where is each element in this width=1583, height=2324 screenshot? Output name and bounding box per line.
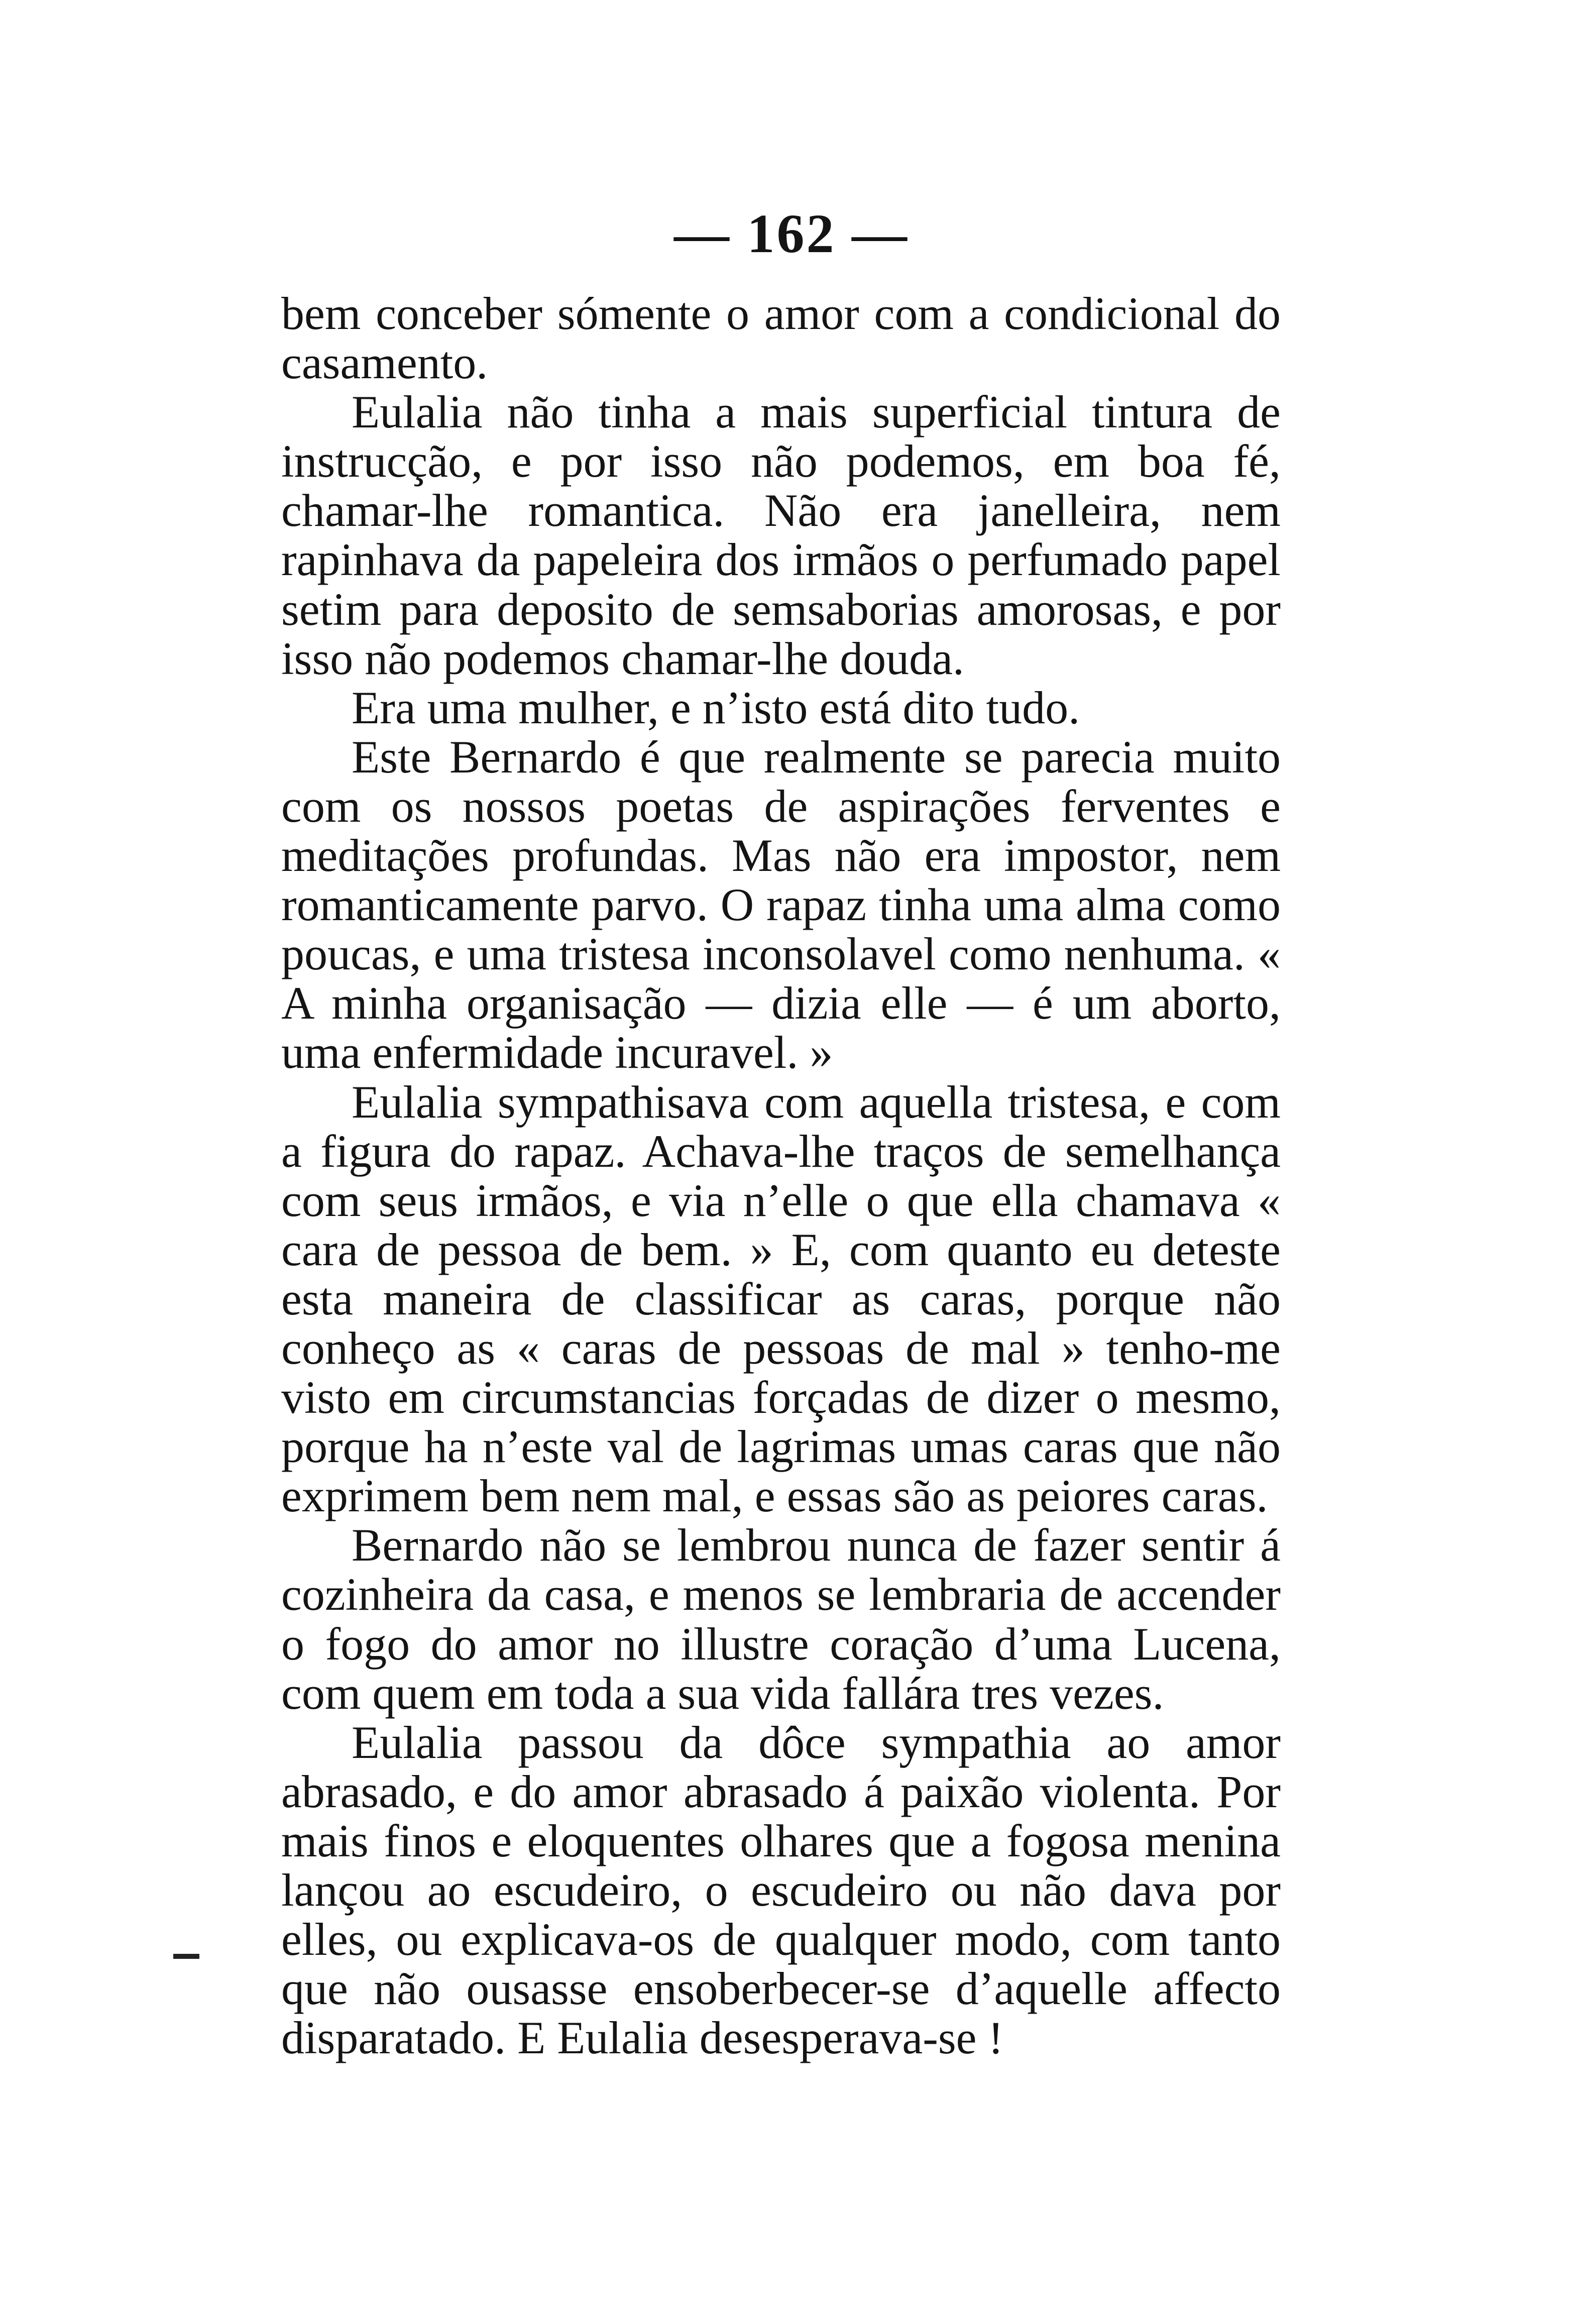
paragraph-6: Bernardo não se lembrou nunca de fazer sentir á cozinheira da casa, e menos se lembraria de accender o fogo do amor no illustre coração d’uma Lucena, com quem em toda a sua vida fallára tres vezes. [281, 1519, 1281, 1719]
page-number: — 162 — [674, 203, 909, 264]
body-text [281, 289, 1281, 2062]
paragraph-1: bem conceber sómente o amor com a condicional do casamento. [281, 288, 1281, 389]
paragraph-4: Este Bernardo é que realmente se parecia muito com os nossos poetas de aspirações ferventes e meditações profundas. Mas não era impostor, nem romanticamente parvo. O rapaz tinha uma alma como poucas, e uma tristesa inconsolavel como nenhuma. « A minha organisação — dizia elle — é um aborto, uma enfermidade incuravel. » [281, 731, 1281, 1078]
paragraph-5: Eulalia sympathisava com aquella tristesa, e com a figura do rapaz. Achava-lhe traços de semelhança com seus irmãos, e via n’elle o que ella chamava « cara de pessoa de bem. » E, com quanto eu deteste esta maneira de classificar as caras, porque não conheço as « caras de pessoas de mal » tenho-me visto em circumstancias forçadas de dizer o mesmo, porque ha n’este val de lagrimas umas caras que não exprimem bem nem mal, e essas são as peiores caras. [281, 1076, 1281, 1522]
paragraph-7: Eulalia passou da dôce sympathia ao amor abrasado, e do amor abrasado á paixão violenta. Por mais finos e eloquentes olhares que a fogosa menina lançou ao escudeiro, o escudeiro ou não dava por elles, ou explicava-os de qualquer modo, com tanto que não ousasse ensoberbecer-se d’aquelle affecto disparatado. E Eulalia desesperava-se ! [281, 1716, 1281, 2064]
margin-dash-mark [173, 1954, 199, 1959]
paragraph-2: Eulalia não tinha a mais superficial tintura de instrucção, e por isso não podemos, em boa fé, chamar-lhe romantica. Não era janelleira, nem rapinhava da papeleira dos irmãos o perfumado papel setim para deposito de semsaborias amorosas, e por isso não podemos chamar-lhe douda. [281, 386, 1281, 684]
paragraph-3: Era uma mulher, e n’isto está dito tudo. [352, 682, 1080, 733]
